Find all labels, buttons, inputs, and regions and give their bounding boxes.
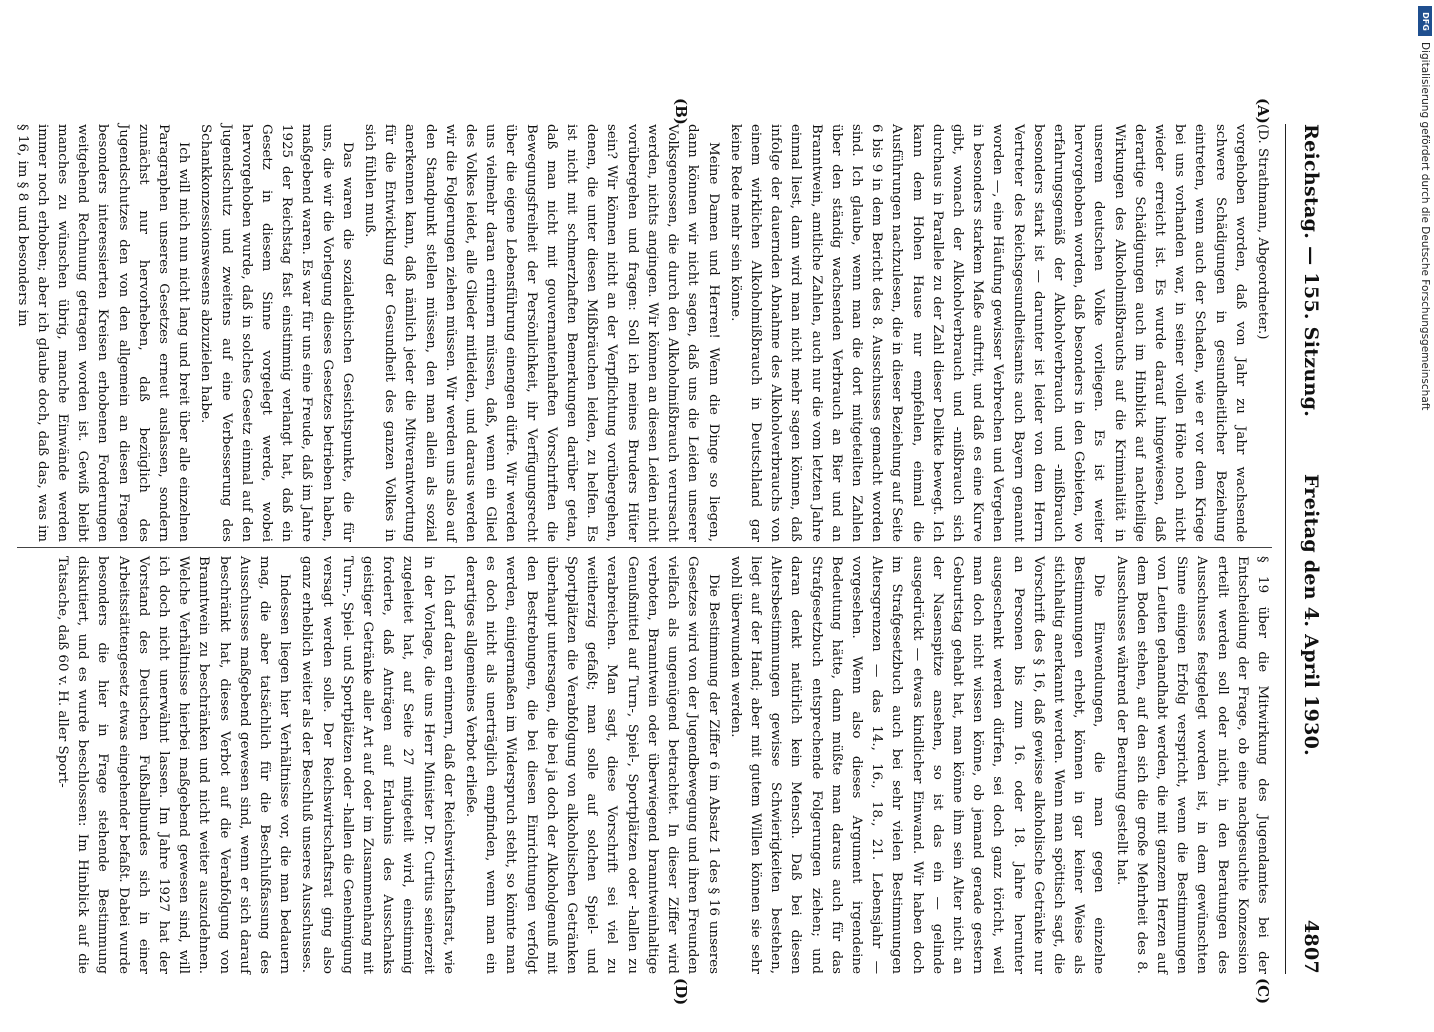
paragraph: § 19 über die Mitwirkung des Jugendamtes bei der Entscheidung der Frage, ob eine nachgesuchte Konzession erteilt werden soll oder nicht, in den Beratungen des Ausschusses festgelegt worden ist, in dem gewünschten Sinne einigen Erfolg verspricht, wenn die Bestimmungen von Leuten gehandhabt werden, die mit ganzem Herzen auf dem Boden stehen, auf den sich die große Mehrheit des 8. Ausschusses während der Beratung gestellt hat. (1113, 556, 1270, 974)
paragraph: vorgehoben worden, daß von Jahr zu Jahr wachsende schwere Schädigungen in gesundheitlicher Beziehung eintreten, wenn auch der Schaden, wie er vor dem Kriege bei uns vorhanden war, in seiner vollen Höhe noch nicht wieder erreicht ist. Es wurde darauf hingewiesen, daß derartige Schädigungen auch im Hinblick auf nachteilige Wirkungen des Alkoholmißbrauchs auf die Kriminalität in unserem deutschen Volke vorliegen. Es ist weiter hervorgehoben worden, daß besonders in den Gebieten, wo erfahrungsgemäß der Alkoholverbrauch und -mißbrauch besonders stark ist — darunter ist leider von dem Herrn Vertreter des Reichsgesundheitsamts auch Bayern genannt worden —, eine Häufung gewisser Verbrechen und Vergehen in besonders starkem Maße auftritt, und daß es eine Kurve gibt, wonach der Alkoholverbrauch und -mißbrauch sich durchaus in Parallele zu der Zahl dieser Delikte bewegt. Ich kann dem Hohen Hause nur empfehlen, einmal die Ausführungen nachzulesen, die in dieser Beziehung auf Seite 6 bis 9 in dem Bericht des 8. Ausschusses gemacht worden sind. Ich glaube, wenn man die dort mitgeteilten Zahlen über den ständig wachsenden Verbrauch an Bier und an Branntwein, amtliche Zahlen, auch nur die vom letzten Jahre einmal liest, dann wird man nicht mehr sagen können, daß infolge der dauernden Abnahme des Alkoholverbrauchs von einem wirklichen Alkoholmißbrauch in Deutschland gar keine Rede mehr sein könne. (727, 124, 1248, 542)
paragraph: Die Bestimmung der Ziffer 6 im Absatz 1 des § 16 unseres Gesetzes wird von der Jugendbewegung und ihren Freunden vielfach als ungenügend betrachtet. In dieser Ziffer wird verboten, Branntwein oder überwiegend branntweinhaltige Genußmittel auf Turn-, Spiel-, Sportplätzen oder -hallen zu verabreichen. Man sagt, diese Vorschrift sei viel zu weitherzig gefaßt; man solle auf solchen Spiel- und Sportplätzen die Verabfolgung von alkoholischen Getränken überhaupt untersagen, die bei ja doch der Alkoholgenuß mit den Bestrebungen, die bei diesen Einrichtungen verfolgt werden, einigermaßen im Widerspruch steht, so könnte man es doch nicht als unerträglich empfinden, wenn man ein derartiges allgemeines Verbot erließe. (463, 556, 721, 974)
running-head-left: Reichstag. — 155. Sitzung. (1300, 124, 1322, 418)
side-credit-text: Digitalisierung gefördert durch die Deutsche Forschungsgemeinschaft (1419, 42, 1431, 411)
paragraph: Die Einwendungen, die man gegen einzelne Bestimmungen erhebt, können in gar keiner Weise als stichhaltig anerkannt werden. Wenn man spöttisch sagt, die Vorschrift des § 16, daß gewisse alkoholische Getränke nur an Personen bis zum 16. oder 18. Jahre herunter ausgeschenkt werden dürfen, sei doch ganz töricht, weil man doch nicht wissen könne, ob jemand gerade gestern Geburtstag gehabt hat, man könne ihm sein Alter nicht an der Nasenspitze ansehen, so ist das ein — gelinde ausgedrückt — etwas kindlicher Einwand. Wir haben doch im Strafgesetzbuch auch bei sehr vielen Bestimmungen Altersgrenzen — das 14., 16., 18., 21. Lebensjahr — vorgesehen. Wenn also dieses Argument irgendeine Bedeutung hätte, dann müßte man daraus auch für das Strafgesetzbuch entsprechende Folgerungen ziehen; und daran denkt natürlich kein Mensch. Daß bei diesen Altersbestimmungen gewisse Schwierigkeiten bestehen, liegt auf der Hand; aber mit gutem Willen können sie sehr wohl überwunden werden. (727, 556, 1107, 974)
margin-mark-c: (C) (1254, 978, 1272, 1005)
running-head-date: Freitag den 4. April 1930. (1300, 473, 1322, 757)
left-column (14, 124, 1272, 542)
margin-mark-d: (D) (672, 978, 690, 1006)
newspaper-page (0, 96, 1330, 1006)
paragraph: Ich darf daran erinnern, daß der Reichswirtschaftsrat, wie in der Vorlage, die uns Herr Minister Dr. Curtius seinerzeit zugeleitet hat, auf Seite 27 mitgeteilt wird, einstimmig forderte, daß Anträgen auf Erlaubnis des Ausschanks geistiger Getränke aller Art auf oder im Zusammenhang mit Turn-, Spiel- und Sportplätzen oder -hallen die Genehmigung versagt werden solle. Der Reichswirtschaftsrat ging also ganz erheblich weiter als der Beschluß unseres Ausschusses. (299, 556, 456, 974)
paragraph: Meine Damen und Herren! Wenn die Dinge so liegen, dann können wir nicht sagen, daß uns die Leiden unserer Volksgenossen, die durch den Alkoholmißbrauch verursacht werden, nichts angingen. Wir können an diesen Leiden nicht vorübergehen und fragen: Soll ich meines Bruders Hüter sein? Wir können nicht an der Verpflichtung vorübergehen, denen, die unter diesen Mißbräuchen leiden, zu helfen. Es ist nicht mit schmerzhaften Bemerkungen darüber getan, daß man nicht mit gouvernantenhaften Vorschriften die Bewegungsfreiheit der Persönlichkeit, ihr Verfügungsrecht über die eigene Lebensführung einengen dürfe. Wir werden uns vielmehr daran erinnern müssen, daß, wenn ein Glied des Volkes leidet, alle Glieder mitleiden, und daraus werden wir die Folgerungen ziehen müssen. Wir werden uns also auf den Standpunkt stellen müssen, den man allein als sozial anerkennen kann, daß nämlich jeder die Mitverantwortung für die Entwicklung der Gesundheit des ganzen Volkes in sich fühlen muß. (362, 124, 721, 542)
running-head-right (1300, 474, 1322, 974)
speaker-line: (D. Strathmann, Abgeordneter.) (1255, 124, 1270, 340)
paragraph: Das waren die sozialethischen Gesichtspunkte, die für uns, die wir die Vorlegung dieses Gesetzes betrieben haben, maßgebend waren. Es war für uns eine Freude, daß im Jahre 1925 der Reichstag fast einstimmig verlangt hat, daß ein Gesetz in diesem Sinne vorgelegt werde, wobei hervorgehoben wurde, daß in solches Gesetz einmal auf den Jugendschutz und zweitens auf eine Verbesserung des Schankkonzessionswesens abzuzielen habe. (198, 124, 355, 542)
paragraph: Indessen liegen hier Verhältnisse vor, die man bedauern mag, die aber tatsächlich für die Beschlußfassung des Ausschusses maßgebend gewesen sind, wenn er sich darauf beschränkt hat, dieses Verbot auf die Verabfolgung von Branntwein zu beschränken und nicht weiter auszudehnen. Welche Verhältnisse hierbei maßgebend gewesen sind, will ich doch nicht unerwähnt lassen. Im Jahre 1927 hat der Vorstand des Deutschen Fußballbundes sich in einer Arbeitsstättengesetz etwas eingehender befaßt. Dabei wurde besonders die hier in Frage stehende Bestimmung diskutiert, und es wurde beschlossen: Im Hinblick auf die Tatsache, daß 60 v. H. aller Sport- (55, 556, 293, 974)
side-credit (1418, 42, 1432, 992)
dfg-logo (1418, 6, 1432, 36)
margin-mark-b: (B) (672, 98, 690, 125)
dfg-logo-text: DFG (1420, 11, 1430, 31)
page-number: 4807 (1300, 919, 1322, 974)
margin-mark-a: (A) (1254, 98, 1272, 124)
paragraph: Ich will mich nun nicht lang und breit über alle einzelnen Paragraphen unseres Gesetzes erneut auslassen, sondern zunächst nur hervorheben, daß bezüglich des Jugendschutzes den von den allgemein an diesen Fragen besonders interessierten Kreisen erhobenen Forderungen weitgehend Rechnung getragen worden ist. Gewiß bleibt manches zu wünschen übrig, manche Einwände werden immer noch erhoben; aber ich glaube doch, daß das, was im § 16, im § 8 und besonders im (14, 124, 192, 542)
column-divider (17, 547, 1272, 548)
running-head (1285, 124, 1330, 974)
right-column (17, 556, 1272, 974)
